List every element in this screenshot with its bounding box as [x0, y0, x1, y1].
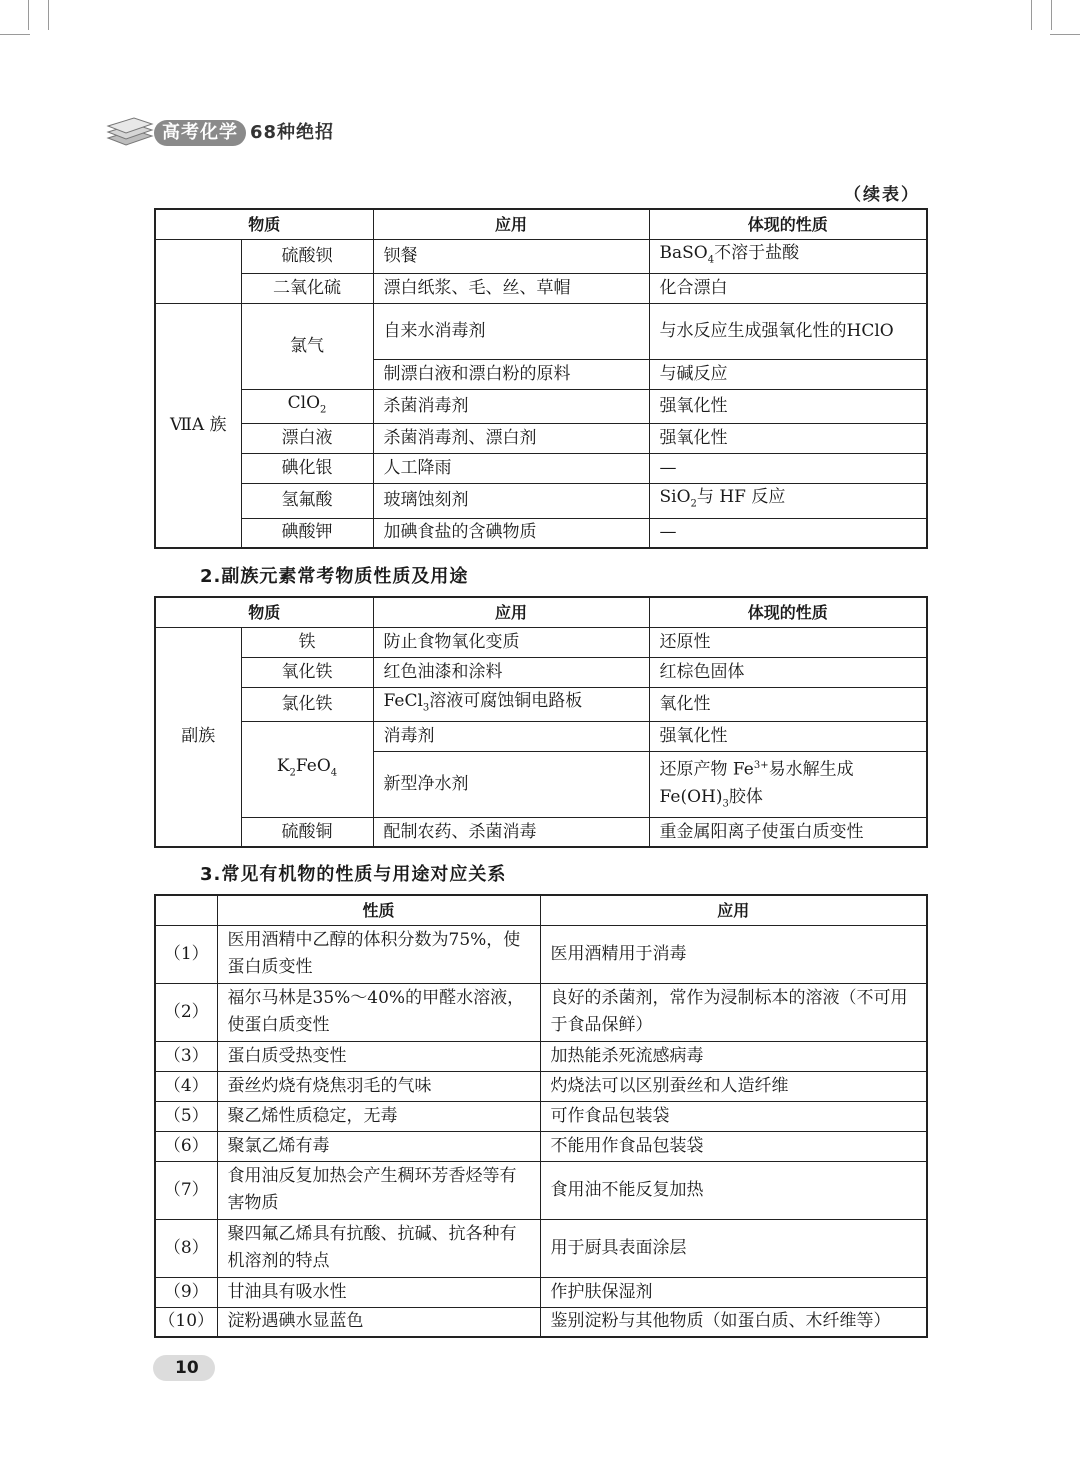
use-cell: 良好的杀菌剂，常作为浸制标本的溶液（不可用于食品保鲜） — [540, 983, 927, 1041]
property-cell: 强氧化性 — [649, 389, 927, 423]
table-row — [155, 273, 927, 303]
property-cell: 聚氯乙烯有毒 — [217, 1131, 540, 1161]
substance-cell: 氯化铁 — [241, 687, 373, 721]
row-number: （5） — [155, 1101, 217, 1131]
use-cell: 鉴别淀粉与其他物质（如蛋白质、木纤维等） — [540, 1307, 927, 1337]
use-cell: 红色油漆和涂料 — [373, 657, 649, 687]
use-cell: 自来水消毒剂 — [373, 303, 649, 359]
row-number: （7） — [155, 1161, 217, 1219]
substance-cell: 氢氟酸 — [241, 484, 373, 518]
crop-mark-top-left-v — [28, 0, 29, 30]
property-cell: 甘油具有吸水性 — [217, 1277, 540, 1307]
property-cell: 化合漂白 — [649, 273, 927, 303]
header-substance: 物质 — [155, 597, 373, 627]
row-number: （1） — [155, 925, 217, 983]
section-title: 3.常见有机物的性质与用途对应关系 — [200, 864, 507, 885]
use-cell: 配制农药、杀菌消毒 — [373, 817, 649, 847]
use-cell: 灼烧法可以区别蚕丝和人造纤维 — [540, 1071, 927, 1101]
property-cell: 还原性 — [649, 627, 927, 657]
property-cell: 聚乙烯性质稳定，无毒 — [217, 1101, 540, 1131]
substance-cell: $K_2FeO_4$ — [241, 721, 373, 817]
header-use: 应用 — [373, 209, 649, 239]
section-title: 2.副族元素常考物质性质及用途 — [200, 566, 469, 587]
row-number: （6） — [155, 1131, 217, 1161]
table-header-row — [155, 209, 927, 239]
use-cell: 医用酒精用于消毒 — [540, 925, 927, 983]
header-use: 应用 — [540, 895, 927, 925]
property-cell: 重金属阳离子使蛋白质变性 — [649, 817, 927, 847]
header-substance: 物质 — [155, 209, 373, 239]
table-row — [155, 518, 927, 548]
substance-cell: 碘酸钾 — [241, 518, 373, 548]
substance-cell: 硫酸钡 — [241, 239, 373, 273]
row-number: （10） — [155, 1307, 217, 1337]
table-row — [155, 389, 927, 423]
table-row — [155, 1101, 927, 1131]
table-row — [155, 239, 927, 273]
table-row — [155, 925, 927, 983]
table-row — [155, 627, 927, 657]
use-cell: 制漂白液和漂白粉的原料 — [373, 359, 649, 389]
use-cell: FeCl$_3$溶液可腐蚀铜电路板 — [373, 687, 649, 721]
use-cell: 可作食品包装袋 — [540, 1101, 927, 1131]
table-header-row — [155, 895, 927, 925]
table-row — [155, 657, 927, 687]
crop-mark-top-left-v2 — [48, 0, 49, 30]
table-row — [155, 424, 927, 454]
continued-label: （续表） — [844, 185, 920, 205]
group-cell: ⅦA 族 — [155, 303, 241, 548]
header-property: 性质 — [217, 895, 540, 925]
group-cell-empty — [155, 239, 241, 303]
use-cell: 新型净水剂 — [373, 751, 649, 817]
table-row — [155, 1307, 927, 1337]
property-cell: — — [649, 518, 927, 548]
row-number: （3） — [155, 1041, 217, 1071]
use-cell: 杀菌消毒剂、漂白剂 — [373, 424, 649, 454]
table-row — [155, 687, 927, 721]
use-cell: 防止食物氧化变质 — [373, 627, 649, 657]
table-organic-compounds — [154, 894, 928, 1338]
table-subgroup-elements — [154, 596, 928, 848]
header-property: 体现的性质 — [649, 597, 927, 627]
table-header-row — [155, 597, 927, 627]
crop-mark-top-right-v2 — [1051, 0, 1052, 30]
property-cell: 蚕丝灼烧有烧焦羽毛的气味 — [217, 1071, 540, 1101]
use-cell: 作护肤保湿剂 — [540, 1277, 927, 1307]
row-number: （2） — [155, 983, 217, 1041]
crop-mark-top-right-v — [1031, 0, 1032, 30]
crop-mark-top-left-h — [0, 34, 30, 35]
use-cell: 玻璃蚀刻剂 — [373, 484, 649, 518]
use-cell: 人工降雨 — [373, 454, 649, 484]
table-row — [155, 303, 927, 359]
table-row — [155, 817, 927, 847]
series-name: 高考化学 — [154, 120, 246, 146]
table-row — [155, 454, 927, 484]
property-cell: 强氧化性 — [649, 424, 927, 454]
property-cell: 红棕色固体 — [649, 657, 927, 687]
use-cell: 加热能杀死流感病毒 — [540, 1041, 927, 1071]
header-number — [155, 895, 217, 925]
row-number: （4） — [155, 1071, 217, 1101]
table-row — [155, 1161, 927, 1219]
group-cell: 副族 — [155, 627, 241, 847]
property-cell: 医用酒精中乙醇的体积分数为75%，使蛋白质变性 — [217, 925, 540, 983]
book-title: 68种绝招 — [250, 122, 335, 143]
property-cell: 聚四氟乙烯具有抗酸、抗碱、抗各种有机溶剂的特点 — [217, 1219, 540, 1277]
row-number: （9） — [155, 1277, 217, 1307]
substance-cell: 碘化银 — [241, 454, 373, 484]
property-cell: 蛋白质受热变性 — [217, 1041, 540, 1071]
table-row — [155, 1041, 927, 1071]
property-cell: 与水反应生成强氧化性的HClO — [649, 303, 927, 359]
table-row — [155, 1131, 927, 1161]
table-row — [155, 983, 927, 1041]
use-cell: 不能用作食品包装袋 — [540, 1131, 927, 1161]
crop-mark-top-right-h — [1050, 34, 1080, 35]
property-cell: 强氧化性 — [649, 721, 927, 751]
use-cell: 加碘食盐的含碘物质 — [373, 518, 649, 548]
use-cell: 杀菌消毒剂 — [373, 389, 649, 423]
substance-cell: 铁 — [241, 627, 373, 657]
property-cell: 氧化性 — [649, 687, 927, 721]
property-cell: 食用油反复加热会产生稠环芳香烃等有害物质 — [217, 1161, 540, 1219]
table-row — [155, 721, 927, 751]
substance-cell: 二氧化硫 — [241, 273, 373, 303]
table-row — [155, 1219, 927, 1277]
substance-cell: 氯气 — [241, 303, 373, 389]
use-cell: 漂白纸浆、毛、丝、草帽 — [373, 273, 649, 303]
substance-cell: 氧化铁 — [241, 657, 373, 687]
table-row — [155, 1277, 927, 1307]
running-header — [104, 112, 404, 152]
property-cell: 还原产物 $Fe^{3+}$易水解生成 $Fe(OH)_3$胶体 — [649, 751, 927, 817]
header-use: 应用 — [373, 597, 649, 627]
use-cell: 食用油不能反复加热 — [540, 1161, 927, 1219]
use-cell: 钡餐 — [373, 239, 649, 273]
property-cell: — — [649, 454, 927, 484]
header-property: 体现的性质 — [649, 209, 927, 239]
property-cell: 淀粉遇碘水显蓝色 — [217, 1307, 540, 1337]
table-row — [155, 484, 927, 518]
property-cell: 与碱反应 — [649, 359, 927, 389]
property-cell: SiO$_2$与 HF 反应 — [649, 484, 927, 518]
row-number: （8） — [155, 1219, 217, 1277]
use-cell: 用于厨具表面涂层 — [540, 1219, 927, 1277]
table-row — [155, 1071, 927, 1101]
use-cell: 消毒剂 — [373, 721, 649, 751]
book-stack-icon — [104, 112, 156, 152]
property-cell: 福尔马林是35%～40%的甲醛水溶液，使蛋白质变性 — [217, 983, 540, 1041]
substance-cell: 漂白液 — [241, 424, 373, 454]
substance-cell: 硫酸铜 — [241, 817, 373, 847]
property-cell: BaSO$_4$不溶于盐酸 — [649, 239, 927, 273]
substance-cell: ClO$_2$ — [241, 389, 373, 423]
page-number: 10 — [153, 1355, 215, 1381]
table-main-group-continued — [154, 208, 928, 549]
